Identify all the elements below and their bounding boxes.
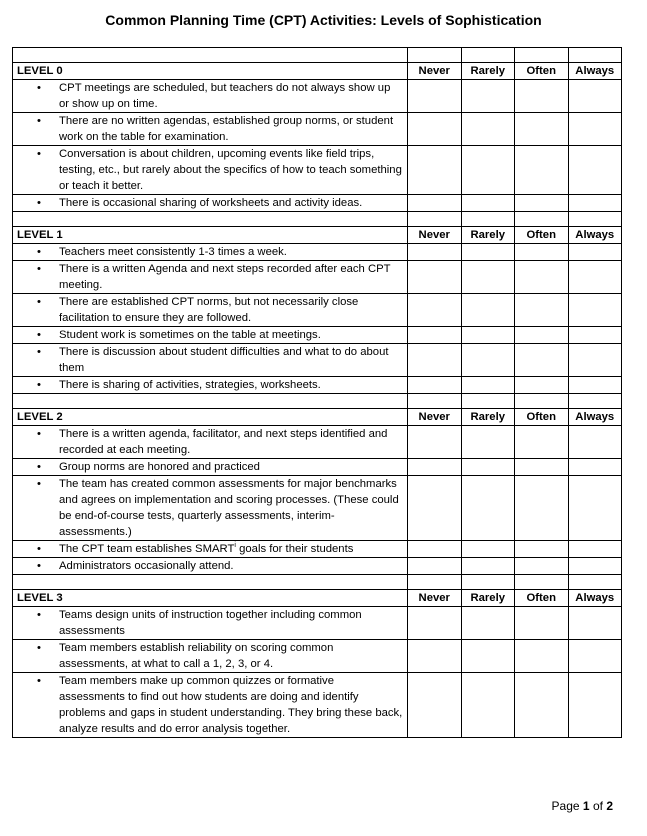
rating-cell-rarely[interactable] [461,244,515,261]
rating-cell-never[interactable] [408,113,462,146]
rating-cell-always[interactable] [568,476,622,541]
criteria-row [13,459,622,476]
criteria-row [13,261,622,294]
spacer-cell [461,48,515,63]
spacer-cell [13,48,408,63]
level-header-row [13,590,622,607]
rating-cell-never[interactable] [408,476,462,541]
spacer-cell [461,212,515,227]
criteria-item [13,195,408,212]
rating-cell-always[interactable] [568,558,622,575]
level-label: LEVEL 3 [13,590,408,607]
rating-cell-rarely[interactable] [461,640,515,673]
criteria-item [13,377,408,394]
spacer-row [13,575,622,590]
rating-cell-rarely[interactable] [461,558,515,575]
criteria-text: CPT meetings are scheduled, but teachers do not always show up or show up on time. [59,82,391,110]
criteria-row [13,244,622,261]
rating-cell-often[interactable] [515,261,569,294]
spacer-row [13,394,622,409]
criteria-text: Group norms are honored and practiced [59,461,260,473]
rating-cell-always[interactable] [568,377,622,394]
frequency-header-rarely: Rarely [461,590,515,607]
criteria-text: There is sharing of activities, strategies, worksheets. [59,379,321,391]
page-total: 2 [606,799,613,813]
spacer-cell [461,394,515,409]
criteria-item [13,558,408,575]
rating-cell-always[interactable] [568,673,622,738]
rating-cell-often[interactable] [515,195,569,212]
rating-cell-always[interactable] [568,541,622,558]
criteria-item [13,80,408,113]
criteria-row [13,426,622,459]
criteria-item [13,426,408,459]
level-label: LEVEL 2 [13,409,408,426]
rating-cell-often[interactable] [515,459,569,476]
spacer-cell [515,575,569,590]
rating-cell-often[interactable] [515,244,569,261]
rating-cell-rarely[interactable] [461,377,515,394]
spacer-cell [408,394,462,409]
rating-cell-never[interactable] [408,294,462,327]
of-word: of [592,799,603,813]
criteria-item [13,607,408,640]
endnote-marker: i [234,542,236,550]
frequency-header-rarely: Rarely [461,227,515,244]
frequency-header-rarely: Rarely [461,409,515,426]
criteria-text: The team has created common assessments for major benchmarks and agrees on implementation and scoring processes. (These could be end-of-course tests, quarterly assessments, interim-assessments.) [59,478,399,538]
rating-cell-often[interactable] [515,476,569,541]
rating-cell-rarely[interactable] [461,673,515,738]
rating-cell-often[interactable] [515,558,569,575]
rating-cell-always[interactable] [568,146,622,195]
rating-cell-always[interactable] [568,426,622,459]
rating-cell-rarely[interactable] [461,607,515,640]
rating-cell-rarely[interactable] [461,327,515,344]
rating-cell-always[interactable] [568,195,622,212]
frequency-header-never: Never [408,409,462,426]
rating-cell-never[interactable] [408,377,462,394]
level-label: LEVEL 1 [13,227,408,244]
rating-cell-rarely[interactable] [461,113,515,146]
rating-cell-rarely[interactable] [461,261,515,294]
criteria-text: Conversation is about children, upcoming events like field trips, testing, etc., but rarely about the specifics of how to teach something or teach it better. [59,148,402,192]
criteria-item [13,146,408,195]
rating-cell-never[interactable] [408,673,462,738]
rating-cell-often[interactable] [515,377,569,394]
spacer-cell [408,48,462,63]
rating-cell-often[interactable] [515,113,569,146]
level-label: LEVEL 0 [13,63,408,80]
rating-cell-rarely[interactable] [461,541,515,558]
rating-cell-never[interactable] [408,327,462,344]
frequency-header-often: Often [515,409,569,426]
rating-cell-always[interactable] [568,113,622,146]
rating-cell-always[interactable] [568,327,622,344]
criteria-text: Student work is sometimes on the table at meetings. [59,329,321,341]
criteria-text: There are no written agendas, established group norms, or student work on the table for examination. [59,115,394,143]
frequency-header-always: Always [568,227,622,244]
level-header-row [13,63,622,80]
rating-cell-often[interactable] [515,607,569,640]
criteria-item [13,294,408,327]
criteria-row [13,294,622,327]
criteria-row [13,640,622,673]
rating-cell-never[interactable] [408,640,462,673]
frequency-header-always: Always [568,63,622,80]
page-word: Page [551,799,580,813]
criteria-text: Team members make up common quizzes or formative assessments to find out how students are doing and identify problems and gaps in student understanding. They bring these back, analyze results and do error analysis together. [59,675,403,735]
rating-cell-never[interactable] [408,558,462,575]
page-number [552,799,613,813]
frequency-header-rarely: Rarely [461,63,515,80]
rating-cell-often[interactable] [515,541,569,558]
spacer-cell [515,48,569,63]
rating-cell-never[interactable] [408,80,462,113]
spacer-row [13,212,622,227]
frequency-header-often: Often [515,227,569,244]
criteria-text: There are established CPT norms, but not necessarily close facilitation to ensure they are followed. [59,296,359,324]
rating-cell-always[interactable] [568,244,622,261]
rating-cell-always[interactable] [568,459,622,476]
level-header-row [13,409,622,426]
criteria-text: There is occasional sharing of worksheets and activity ideas. [59,197,363,209]
page-num: 1 [582,799,590,813]
criteria-text: Teams design units of instruction together including common assessments [59,609,362,637]
frequency-header-always: Always [568,409,622,426]
rating-cell-never[interactable] [408,607,462,640]
criteria-row [13,344,622,377]
rating-cell-rarely[interactable] [461,459,515,476]
criteria-row [13,80,622,113]
criteria-row [13,327,622,344]
rating-cell-always[interactable] [568,294,622,327]
rating-cell-never[interactable] [408,541,462,558]
criteria-item [13,113,408,146]
frequency-header-never: Never [408,227,462,244]
rating-cell-always[interactable] [568,344,622,377]
frequency-header-never: Never [408,63,462,80]
frequency-header-never: Never [408,590,462,607]
criteria-text: Team members establish reliability on scoring common assessments, at what to call a 1, 2, 3, or 4. [59,642,334,670]
criteria-item [13,459,408,476]
rating-cell-often[interactable] [515,426,569,459]
criteria-row [13,146,622,195]
rating-cell-rarely[interactable] [461,146,515,195]
frequency-header-always: Always [568,590,622,607]
rating-cell-often[interactable] [515,344,569,377]
spacer-cell [568,394,622,409]
spacer-cell [461,575,515,590]
criteria-item [13,673,408,738]
spacer-cell [515,212,569,227]
spacer-cell [13,394,408,409]
criteria-row [13,673,622,738]
rating-cell-never[interactable] [408,244,462,261]
rating-cell-often[interactable] [515,146,569,195]
frequency-header-often: Often [515,590,569,607]
rating-cell-never[interactable] [408,344,462,377]
spacer-cell [515,394,569,409]
criteria-row [13,476,622,541]
rating-cell-often[interactable] [515,327,569,344]
rating-cell-never[interactable] [408,146,462,195]
rating-cell-often[interactable] [515,80,569,113]
rating-cell-never[interactable] [408,195,462,212]
criteria-item [13,541,408,558]
criteria-text: There is discussion about student difficulties and what to do about them [59,346,389,374]
criteria-text: Administrators occasionally attend. [59,560,234,572]
rating-cell-never[interactable] [408,426,462,459]
spacer-row [13,48,622,63]
spacer-cell [408,575,462,590]
rating-cell-rarely[interactable] [461,344,515,377]
rating-cell-always[interactable] [568,80,622,113]
spacer-cell [13,575,408,590]
frequency-header-often: Often [515,63,569,80]
rating-cell-always[interactable] [568,607,622,640]
criteria-row [13,558,622,575]
rating-cell-often[interactable] [515,294,569,327]
criteria-item [13,261,408,294]
criteria-text: The CPT team establishes SMART$^i$ goals for their students [59,542,354,555]
spacer-cell [568,575,622,590]
rating-cell-rarely[interactable] [461,426,515,459]
spacer-cell [568,48,622,63]
rating-cell-rarely[interactable] [461,195,515,212]
criteria-item [13,344,408,377]
criteria-row [13,607,622,640]
spacer-cell [13,212,408,227]
criteria-row [13,113,622,146]
criteria-item [13,327,408,344]
spacer-cell [568,212,622,227]
cpt-levels-table [12,47,622,738]
criteria-text: There is a written Agenda and next steps recorded after each CPT meeting. [59,263,391,291]
criteria-text: There is a written agenda, facilitator, and next steps identified and recorded at each meeting. [59,428,388,456]
rating-cell-rarely[interactable] [461,476,515,541]
rating-cell-always[interactable] [568,640,622,673]
criteria-row [13,377,622,394]
criteria-item [13,476,408,541]
spacer-cell [408,212,462,227]
criteria-text: Teachers meet consistently 1-3 times a week. [59,246,287,258]
criteria-item [13,640,408,673]
rating-cell-never[interactable] [408,459,462,476]
rating-cell-rarely[interactable] [461,294,515,327]
rating-cell-often[interactable] [515,640,569,673]
criteria-row [13,195,622,212]
page-title: Common Planning Time (CPT) Activities: Levels of Sophistication [105,12,542,28]
rating-cell-always[interactable] [568,261,622,294]
level-header-row [13,227,622,244]
criteria-item [13,244,408,261]
criteria-row [13,541,622,558]
rating-cell-rarely[interactable] [461,80,515,113]
rating-cell-never[interactable] [408,261,462,294]
rating-cell-often[interactable] [515,673,569,738]
